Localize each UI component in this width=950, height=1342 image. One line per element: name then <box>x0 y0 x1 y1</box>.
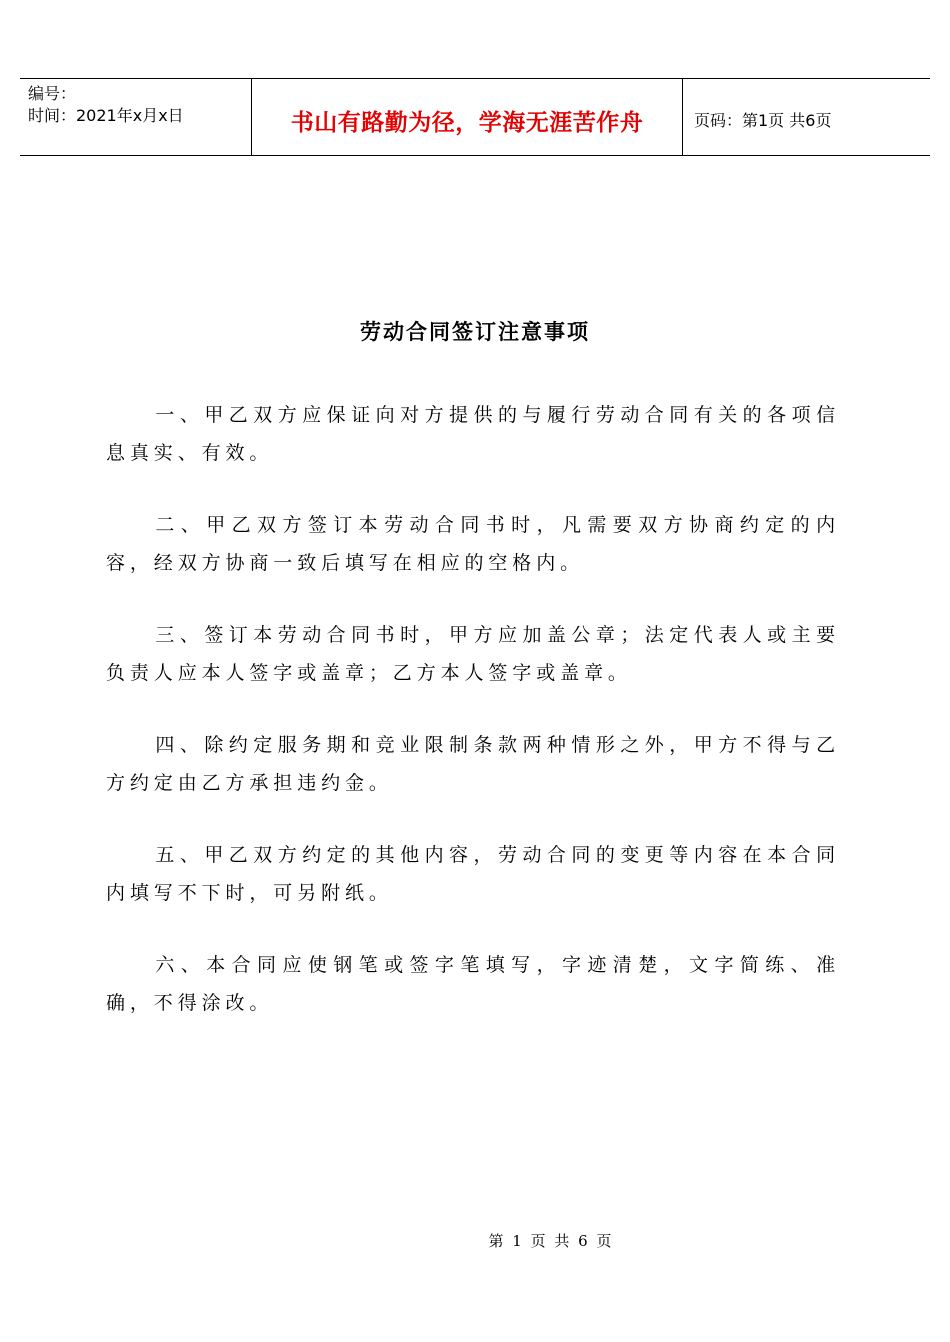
header-meta <box>20 79 252 155</box>
document-title: 劳动合同签订注意事项 <box>360 319 590 344</box>
paragraph-2: 二、甲乙双方签订本劳动合同书时，凡需要双方协商约定的内容，经双方协商一致后填写在相应的空格内。 <box>106 514 840 574</box>
date-label: 时间：2021年x月x日 <box>28 106 184 125</box>
paragraph-5: 五、甲乙双方约定的其他内容，劳动合同的变更等内容在本合同内填写不下时，可另附纸。 <box>106 844 840 904</box>
header-page-info: 页码：第1页 共6页 <box>694 110 832 130</box>
paragraph-4: 四、除约定服务期和竞业限制条款两种情形之外，甲方不得与乙方约定由乙方承担违约金。 <box>106 734 840 794</box>
paragraph-6: 六、本合同应使钢笔或签字笔填写，字迹清楚，文字简练、准确，不得涂改。 <box>106 954 840 1014</box>
header-motto: 书山有路勤为径，学海无涯苦作舟 <box>252 79 683 155</box>
page-header <box>20 78 930 156</box>
paragraph-3: 三、签订本劳动合同书时，甲方应加盖公章；法定代表人或主要负责人应本人签字或盖章；乙方本人签字或盖章。 <box>106 624 840 684</box>
page-footer: 第 1 页 共 6 页 <box>488 1232 612 1250</box>
paragraph-1: 一、甲乙双方应保证向对方提供的与履行劳动合同有关的各项信息真实、有效。 <box>106 404 840 464</box>
number-label: 编号： <box>28 84 77 103</box>
document-body <box>106 396 840 1056</box>
